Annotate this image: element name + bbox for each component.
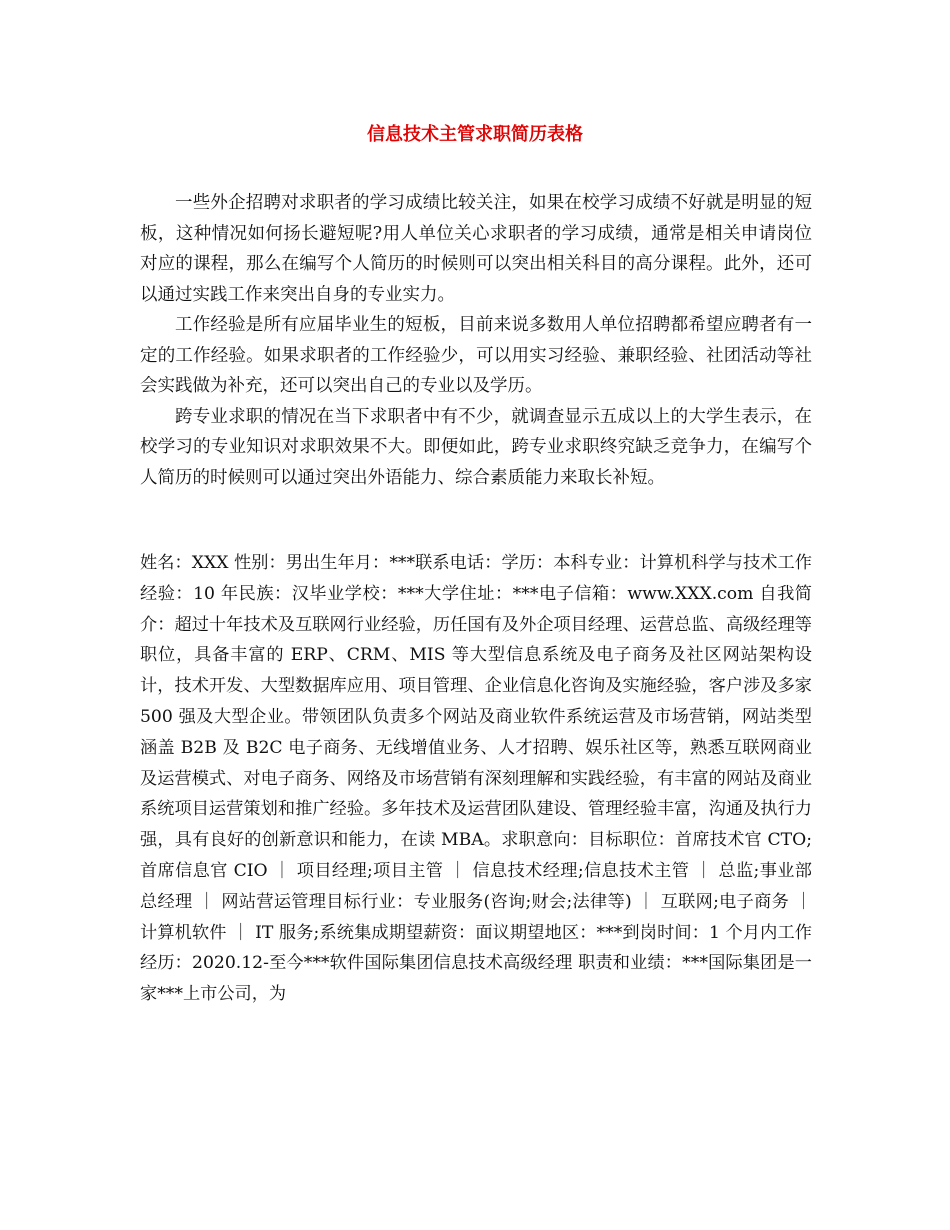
document-title: 信息技术主管求职简历表格 xyxy=(367,124,583,145)
intro-section xyxy=(140,188,812,493)
resume-section xyxy=(140,548,812,1010)
paragraph-experience: 工作经验是所有应届毕业生的短板，目前来说多数用人单位招聘都希望应聘者有一定的工作经验。如果求职者的工作经验少，可以用实习经验、兼职经验、社团活动等社会实践做为补充，还可以突出自己的专业以及学历。 xyxy=(140,315,812,396)
resume-text: 姓名：XXX 性别：男出生年月：***联系电话：学历：本科专业：计算机科学与技术工作经验：10 年民族：汉毕业学校：***大学住址：***电子信箱：www.XXX.com 自我简介：超过十年技术及互联网行业经验，历任国有及外企项目经理、运营总监、高级经理等职位，具备丰富的 ERP、CRM、MIS 等大型信息系统及电子商务及社区网站架构设计，技术开发、大型数据库应用、项目管理、企业信息化咨询及实施经验，客户涉及多家 500 强及大型企业。带领团队负责多个网站及商业软件系统运营及市场营销，网站类型涵盖 B2B 及 B2C 电子商务、无线增值业务、人才招聘、娱乐社区等，熟悉互联网商业及运营模式、对电子商务、网络及市场营销有深刻理解和实践经验，有丰富的网站及商业系统项目运营策划和推广经验。多年技术及运营团队建设、管理经验丰富，沟通及执行力强，具有良好的创新意识和能力，在读 MBA。求职意向：目标职位：首席技术官 CTO;首席信息官 CIO ｜ 项目经理;项目主管 ｜ 信息技术经理;信息技术主管 ｜ 总监;事业部总经理 ｜ 网站营运管理目标行业：专业服务(咨询;财会;法律等) ｜ 互联网;电子商务 ｜ 计算机软件 ｜ IT 服务;系统集成期望薪资：面议期望地区：***到岗时间：1 个月内工作经历：2020.12-至今***软件国际集团信息技术高级经理 职责和业绩：***国际集团是一家***上市公司，为 xyxy=(140,553,812,1005)
paragraph-cross-major: 跨专业求职的情况在当下求职者中有不少，就调查显示五成以上的大学生表示，在校学习的专业知识对求职效果不大。即便如此，跨专业求职终究缺乏竞争力，在编写个人简历的时候则可以通过突出外语能力、综合素质能力来取长补短。 xyxy=(140,406,812,488)
paragraph-grades: 一些外企招聘对求职者的学习成绩比较关注，如果在校学习成绩不好就是明显的短板，这种情况如何扬长避短呢?用人单位关心求职者的学习成绩，通常是相关申请岗位对应的课程，那么在编写个人简历的时候则可以突出相关科目的高分课程。此外，还可以通过实践工作来突出自身的专业实力。 xyxy=(140,193,812,305)
